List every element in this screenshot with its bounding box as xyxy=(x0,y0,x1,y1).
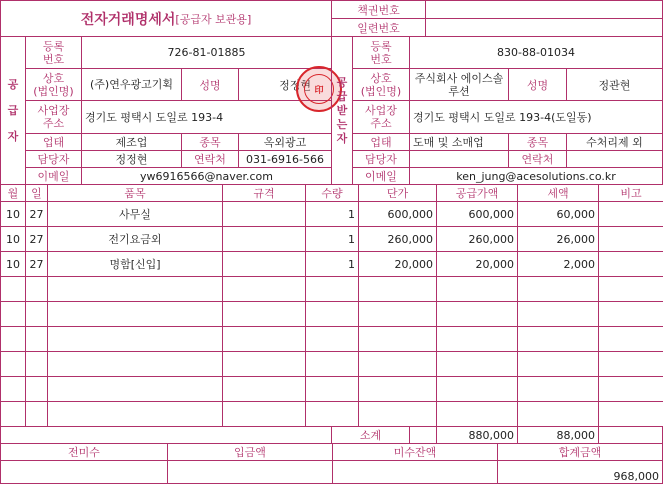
table-cell-spec xyxy=(222,326,306,352)
receiver-biz: 도매 및 소매업 xyxy=(409,133,509,151)
volume-label: 책권번호 xyxy=(331,0,426,19)
table-cell-unit-price: 20,000 xyxy=(358,251,437,277)
table-cell-tax xyxy=(517,351,599,377)
table-cell-item: 명함[신입] xyxy=(47,251,223,277)
side-char: 는 xyxy=(336,117,348,131)
table-cell-tax: 60,000 xyxy=(517,201,599,227)
subtotal-label: 소계 xyxy=(331,426,410,444)
supplier-rep-label: 성명 xyxy=(181,68,239,101)
receiver-email-label: 이메일 xyxy=(352,167,410,185)
table-cell-supply-amount xyxy=(436,276,518,302)
receiver-item: 수처리제 외 xyxy=(566,133,663,151)
side-char: 공 xyxy=(336,75,348,89)
table-cell-supply-amount: 20,000 xyxy=(436,251,518,277)
supplier-biz-label: 업태 xyxy=(25,133,82,151)
table-cell-unit-price xyxy=(358,326,437,352)
table-cell-spec xyxy=(222,376,306,402)
table-cell-spec xyxy=(222,276,306,302)
total-label: 합계금액 xyxy=(497,443,663,461)
table-cell-supply-amount: 600,000 xyxy=(436,201,518,227)
table-cell-supply-amount xyxy=(436,376,518,402)
table-cell-day: 27 xyxy=(25,226,48,252)
serial-value xyxy=(425,18,663,37)
table-cell-unit-price: 600,000 xyxy=(358,201,437,227)
supplier-phone-label: 연락처 xyxy=(181,150,239,168)
side-char: 급 xyxy=(7,103,19,117)
side-char: 자 xyxy=(7,129,19,143)
document-title xyxy=(0,0,332,37)
table-cell-qty xyxy=(305,301,359,327)
subtitle-text: [공급자 보관용] xyxy=(175,12,252,26)
unpaid-label: 미수잔액 xyxy=(332,443,498,461)
table-cell-note xyxy=(598,276,663,302)
receiver-contact-label: 담당자 xyxy=(352,150,410,168)
table-cell-spec xyxy=(222,401,306,427)
table-cell-spec xyxy=(222,351,306,377)
supplier-item-label: 종목 xyxy=(181,133,239,151)
supplier-biz: 제조업 xyxy=(81,133,182,151)
table-cell-month xyxy=(0,401,26,427)
table-cell-unit-price xyxy=(358,401,437,427)
table-cell-unit-price: 260,000 xyxy=(358,226,437,252)
table-cell-item xyxy=(47,351,223,377)
supplier-contact-label: 담당자 xyxy=(25,150,82,168)
subtotal-supply: 880,000 xyxy=(436,426,518,444)
table-cell-tax xyxy=(517,376,599,402)
table-cell-note xyxy=(598,301,663,327)
title-text: 전자거래명세서 xyxy=(80,11,176,28)
table-cell-unit-price xyxy=(358,376,437,402)
table-cell-note xyxy=(598,201,663,227)
paid-value xyxy=(167,460,333,484)
table-cell-spec xyxy=(222,226,306,252)
table-cell-note xyxy=(598,351,663,377)
supplier-contact: 정정현 xyxy=(81,150,182,168)
side-char: 자 xyxy=(336,131,348,145)
receiver-addr: 경기도 평택시 도일로 193-4(도일동) xyxy=(409,100,663,134)
table-cell-day: 27 xyxy=(25,251,48,277)
table-cell-tax xyxy=(517,276,599,302)
receiver-phone-label: 연락처 xyxy=(508,150,567,168)
subtotal-note xyxy=(598,426,663,444)
subtotal-blank xyxy=(0,426,332,444)
table-cell-supply-amount: 260,000 xyxy=(436,226,518,252)
prev-balance-label: 전미수 xyxy=(0,443,168,461)
table-cell-day xyxy=(25,326,48,352)
supplier-reg-label: 등록 번호 xyxy=(25,36,82,69)
total-value: 968,000 xyxy=(497,460,663,484)
table-header-item: 품목 xyxy=(47,184,223,202)
prev-balance-value xyxy=(0,460,168,484)
table-cell-unit-price xyxy=(358,301,437,327)
table-cell-note xyxy=(598,226,663,252)
seal-text: 印 xyxy=(304,74,334,104)
table-cell-spec xyxy=(222,201,306,227)
table-cell-item: 전기요금외 xyxy=(47,226,223,252)
table-cell-supply-amount xyxy=(436,351,518,377)
paid-label: 입금액 xyxy=(167,443,333,461)
supplier-rep: 정정현 xyxy=(238,68,332,101)
receiver-name: 주식회사 에이스솔루션 xyxy=(409,68,509,101)
receiver-phone xyxy=(566,150,663,168)
table-header-qty: 수량 xyxy=(305,184,359,202)
table-cell-qty: 1 xyxy=(305,201,359,227)
table-cell-month xyxy=(0,326,26,352)
table-cell-qty xyxy=(305,351,359,377)
table-cell-month xyxy=(0,301,26,327)
table-cell-unit-price xyxy=(358,351,437,377)
table-cell-supply-amount xyxy=(436,301,518,327)
table-cell-spec xyxy=(222,251,306,277)
receiver-rep-label: 성명 xyxy=(508,68,567,101)
table-cell-item xyxy=(47,301,223,327)
table-header-tax: 세액 xyxy=(517,184,599,202)
subtotal-spacer xyxy=(409,426,437,444)
subtotal-tax: 88,000 xyxy=(517,426,599,444)
table-cell-qty xyxy=(305,401,359,427)
serial-label: 일련번호 xyxy=(331,18,426,37)
side-char: 급 xyxy=(336,89,348,103)
table-header-supply-amount: 공급가액 xyxy=(436,184,518,202)
table-header-spec: 규격 xyxy=(222,184,306,202)
supplier-phone: 031-6916-566 xyxy=(238,150,332,168)
table-header-day: 일 xyxy=(25,184,48,202)
supplier-name: (주)연우광고기획 xyxy=(81,68,182,101)
supplier-email: yw6916566@naver.com xyxy=(81,167,332,185)
table-cell-month: 10 xyxy=(0,226,26,252)
table-cell-day: 27 xyxy=(25,201,48,227)
supplier-addr: 경기도 평택시 도일로 193-4 xyxy=(81,100,332,134)
volume-value xyxy=(425,0,663,19)
table-cell-item xyxy=(47,376,223,402)
table-cell-month xyxy=(0,276,26,302)
table-cell-month: 10 xyxy=(0,251,26,277)
table-cell-month: 10 xyxy=(0,201,26,227)
table-cell-item xyxy=(47,276,223,302)
table-cell-supply-amount xyxy=(436,401,518,427)
table-cell-day xyxy=(25,376,48,402)
table-header-month: 월 xyxy=(0,184,26,202)
table-cell-supply-amount xyxy=(436,326,518,352)
receiver-item-label: 종목 xyxy=(508,133,567,151)
table-cell-spec xyxy=(222,301,306,327)
table-header-note: 비고 xyxy=(598,184,663,202)
supplier-side-label xyxy=(0,36,26,185)
table-cell-qty xyxy=(305,326,359,352)
receiver-name-label: 상호 (법인명) xyxy=(352,68,410,101)
table-cell-month xyxy=(0,351,26,377)
table-cell-item: 사무실 xyxy=(47,201,223,227)
table-cell-day xyxy=(25,351,48,377)
table-cell-tax xyxy=(517,326,599,352)
receiver-email: ken_jung@acesolutions.co.kr xyxy=(409,167,663,185)
table-cell-qty: 1 xyxy=(305,251,359,277)
table-cell-tax: 2,000 xyxy=(517,251,599,277)
table-cell-day xyxy=(25,301,48,327)
supplier-email-label: 이메일 xyxy=(25,167,82,185)
table-cell-day xyxy=(25,401,48,427)
table-cell-qty xyxy=(305,276,359,302)
table-cell-tax xyxy=(517,401,599,427)
side-char: 받 xyxy=(336,103,348,117)
supplier-reg-no: 726-81-01885 xyxy=(81,36,332,69)
table-cell-day xyxy=(25,276,48,302)
table-cell-note xyxy=(598,251,663,277)
supplier-item: 옥외광고 xyxy=(238,133,332,151)
table-cell-qty: 1 xyxy=(305,226,359,252)
table-cell-tax: 26,000 xyxy=(517,226,599,252)
receiver-addr-label: 사업장 주소 xyxy=(352,100,410,134)
side-char: 공 xyxy=(7,77,19,91)
table-cell-tax xyxy=(517,301,599,327)
supplier-name-label: 상호 (법인명) xyxy=(25,68,82,101)
table-cell-item xyxy=(47,401,223,427)
receiver-side-label xyxy=(331,36,353,185)
table-cell-qty xyxy=(305,376,359,402)
receiver-contact xyxy=(409,150,509,168)
table-header-unit-price: 단가 xyxy=(358,184,437,202)
table-cell-note xyxy=(598,401,663,427)
table-cell-unit-price xyxy=(358,276,437,302)
table-cell-note xyxy=(598,376,663,402)
receiver-reg-label: 등록 번호 xyxy=(352,36,410,69)
receiver-biz-label: 업태 xyxy=(352,133,410,151)
receiver-rep: 정관현 xyxy=(566,68,663,101)
supplier-addr-label: 사업장 주소 xyxy=(25,100,82,134)
table-cell-item xyxy=(47,326,223,352)
unpaid-value xyxy=(332,460,498,484)
receiver-reg-no: 830-88-01034 xyxy=(409,36,663,69)
table-cell-month xyxy=(0,376,26,402)
table-cell-note xyxy=(598,326,663,352)
